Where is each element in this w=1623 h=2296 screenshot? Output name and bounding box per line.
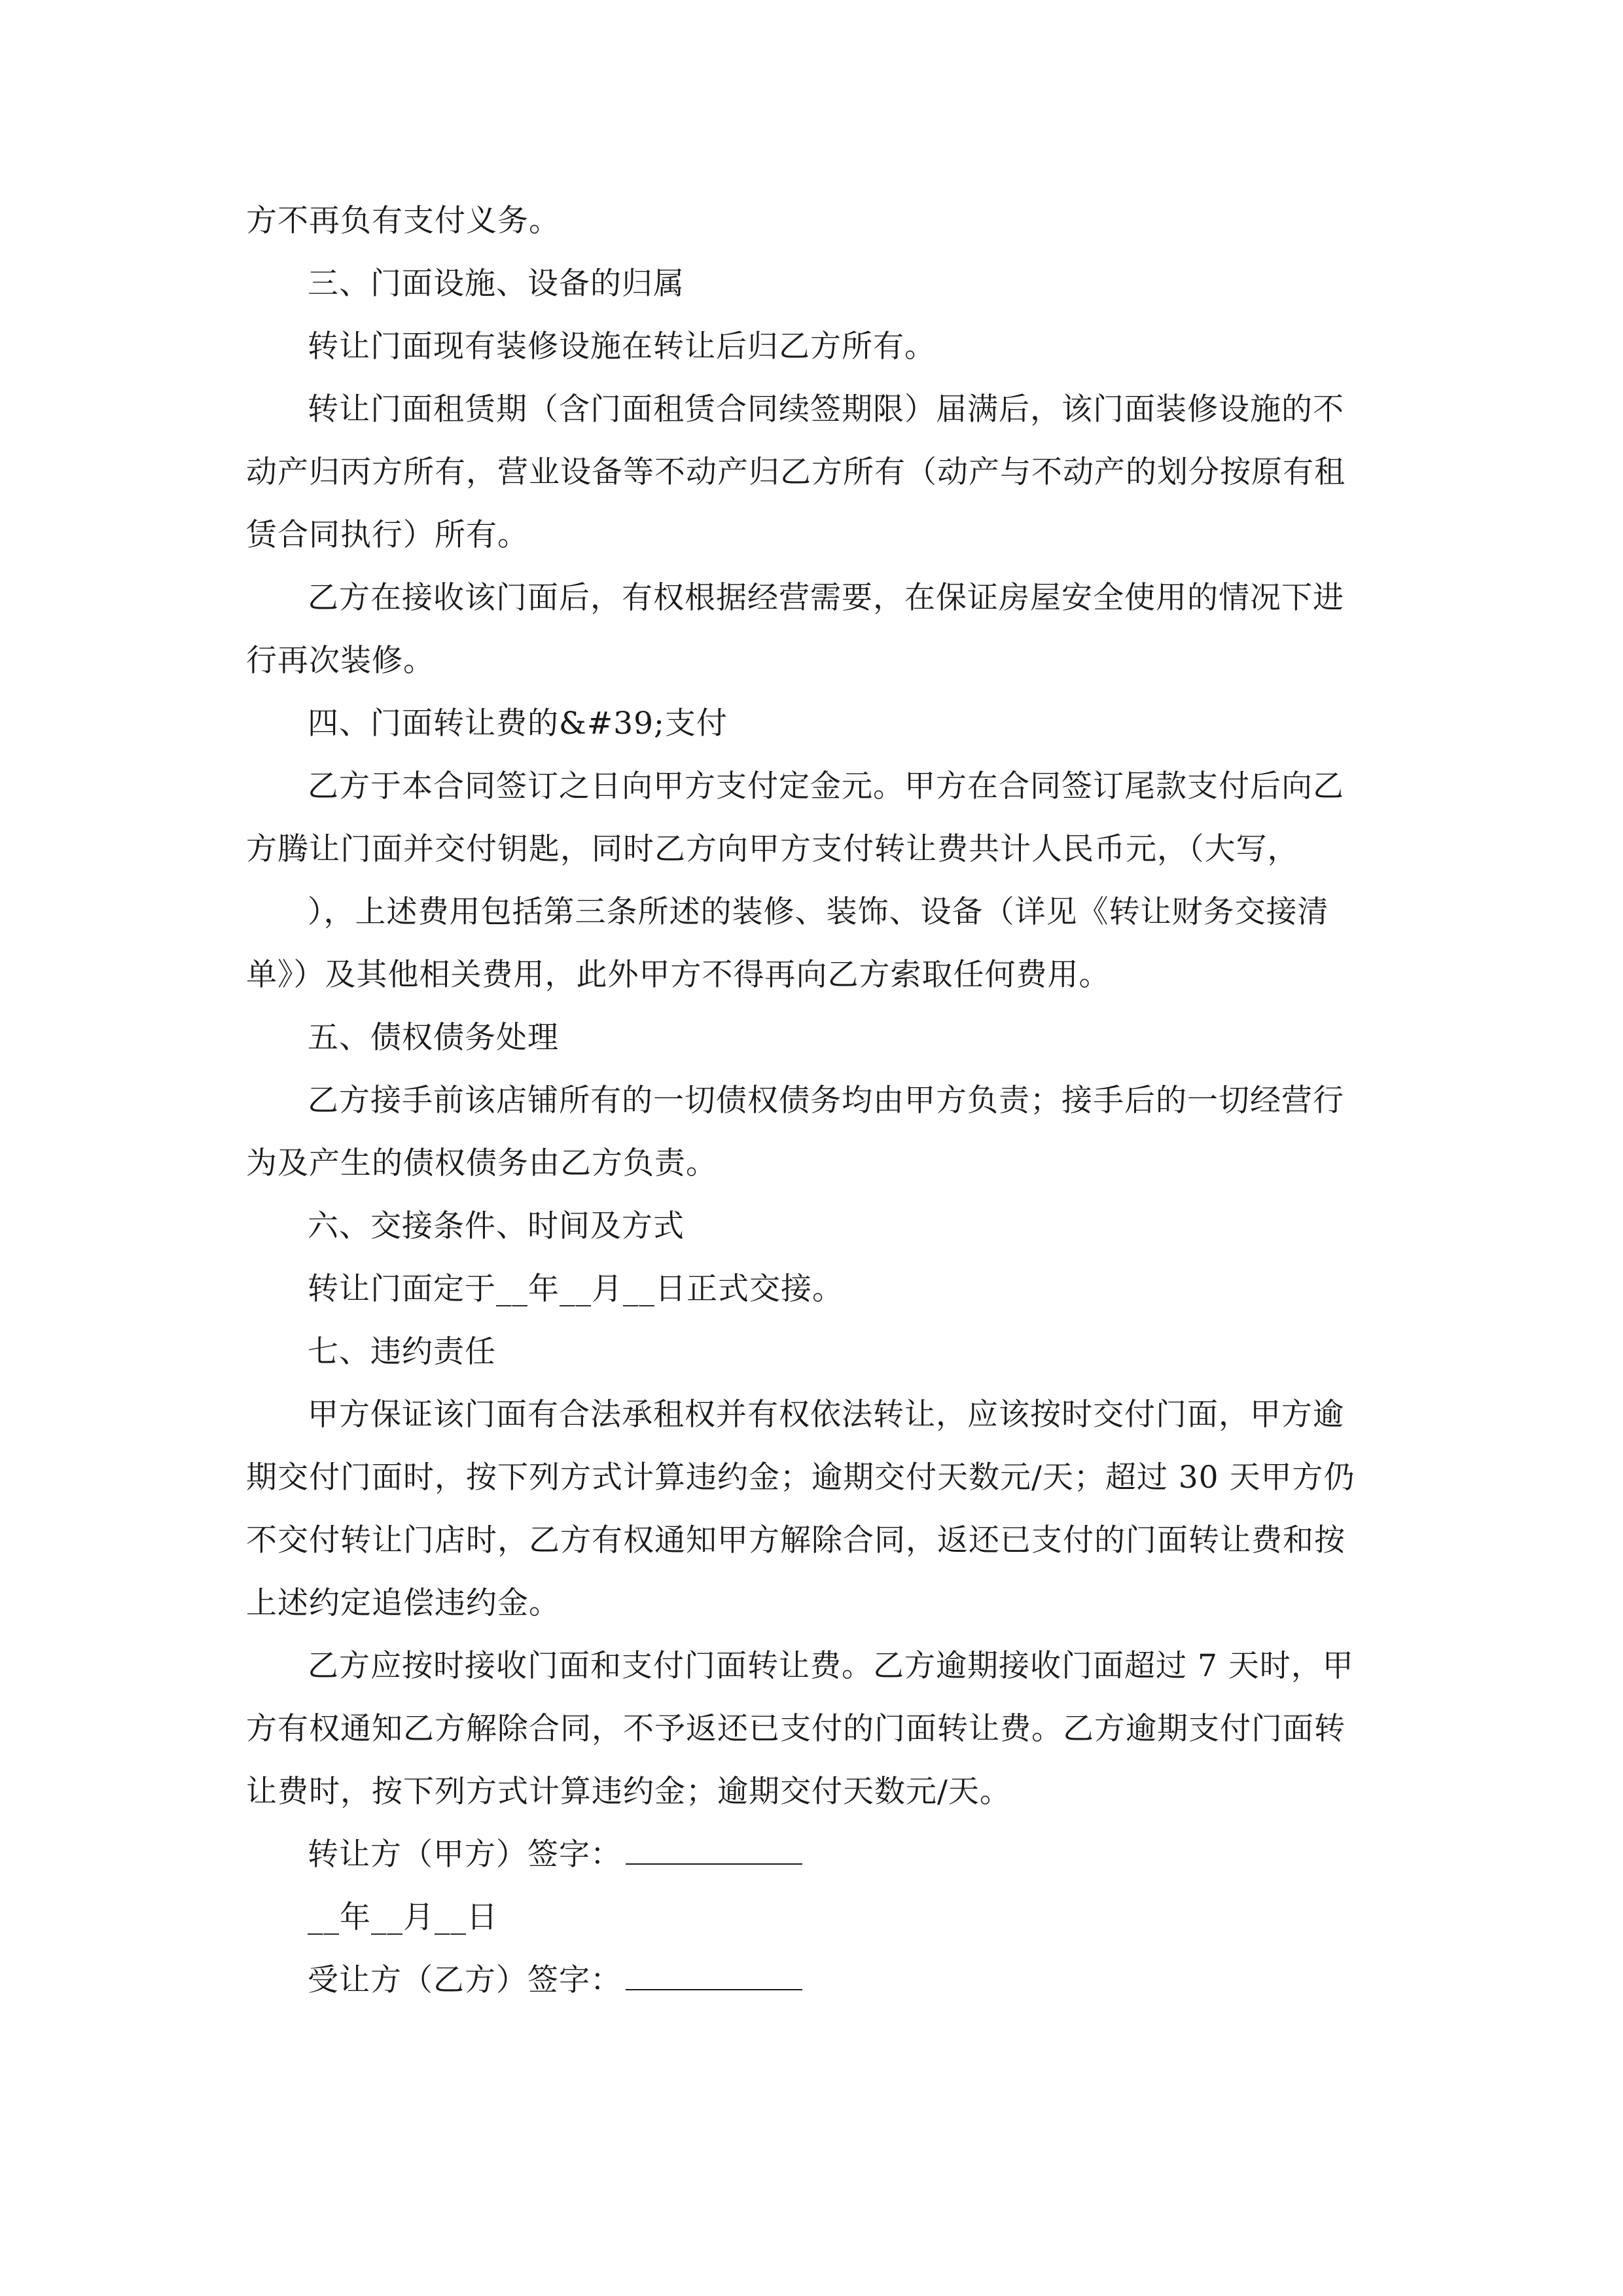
text-line: 赁合同执行）所有。 [246, 517, 529, 553]
text-line: 方腾让门面并交付钥匙，同时乙方向甲方支付转让费共计人民币元，（大写， [246, 831, 1299, 867]
signature-transferor-blank [626, 1837, 802, 1865]
text-line: 为及产生的债权债务由乙方负责。 [246, 1145, 717, 1181]
signature-transferee-blank [626, 1963, 802, 1990]
text-line: 方有权通知乙方解除合同，不予返还已支付的门面转让费。乙方逾期支付门面转 [246, 1711, 1346, 1747]
text-line: 让费时，按下列方式计算违约金；逾期交付天数元/天。 [246, 1774, 1011, 1810]
text-line: 转让门面租赁期（含门面租赁合同续签期限）届满后，该门面装修设施的不 [308, 391, 1344, 427]
text-line: 转让门面现有装修设施在转让后归乙方所有。 [308, 329, 936, 365]
text-line: 七、违约责任 [308, 1334, 496, 1370]
paragraph-lines [246, 190, 1377, 1823]
text-line: 乙方在接收该门面后，有权根据经营需要，在保证房屋安全使用的情况下进 [308, 580, 1344, 616]
text-line: 四、门面转让费的&#39;支付 [308, 706, 728, 742]
text-line: 不交付转让门店时，乙方有权通知甲方解除合同，返还已支付的门面转让费和按 [246, 1522, 1346, 1558]
signature-transferor-label: 转让方（甲方）签字： [308, 1837, 622, 1873]
text-line: 甲方保证该门面有合法承租权并有权依法转让，应该按时交付门面，甲方逾 [308, 1397, 1344, 1433]
text-line: 乙方应按时接收门面和支付门面转让费。乙方逾期接收门面超过 7 天时，甲 [308, 1648, 1354, 1684]
date-line: __年__月__日 [308, 1899, 498, 1935]
signature-transferee-label: 受让方（乙方）签字： [308, 1962, 622, 1998]
text-line: 期交付门面时，按下列方式计算违约金；逾期交付天数元/天；超过 30 天甲方仍 [246, 1460, 1355, 1496]
text-line: 动产归丙方所有，营业设备等不动产归乙方所有（动产与不动产的划分按原有租 [246, 454, 1346, 490]
signature-transferee [246, 1949, 1377, 2012]
text-line: 上述约定追偿违约金。 [246, 1585, 560, 1621]
text-line: 行再次装修。 [246, 643, 435, 679]
text-line: 六、交接条件、时间及方式 [308, 1208, 685, 1244]
text-line: 乙方于本合同签订之日向甲方支付定金元。甲方在合同签订尾款支付后向乙 [308, 768, 1344, 804]
signature-transferor [246, 1823, 1377, 1886]
text-line: 三、门面设施、设备的归属 [308, 266, 685, 302]
text-line: 乙方接手前该店铺所有的一切债权债务均由甲方负责；接手后的一切经营行 [308, 1083, 1344, 1119]
document-body [246, 190, 1377, 2012]
text-line: ），上述费用包括第三条所述的装修、装饰、设备（详见《转让财务交接清 [308, 894, 1329, 930]
text-line: 单》）及其他相关费用，此外甲方不得再向乙方索取任何费用。 [246, 957, 1111, 993]
text-line: 方不再负有支付义务。 [246, 203, 560, 239]
text-line: 五、债权债务处理 [308, 1020, 559, 1056]
text-line: 转让门面定于__年__月__日正式交接。 [308, 1271, 844, 1307]
